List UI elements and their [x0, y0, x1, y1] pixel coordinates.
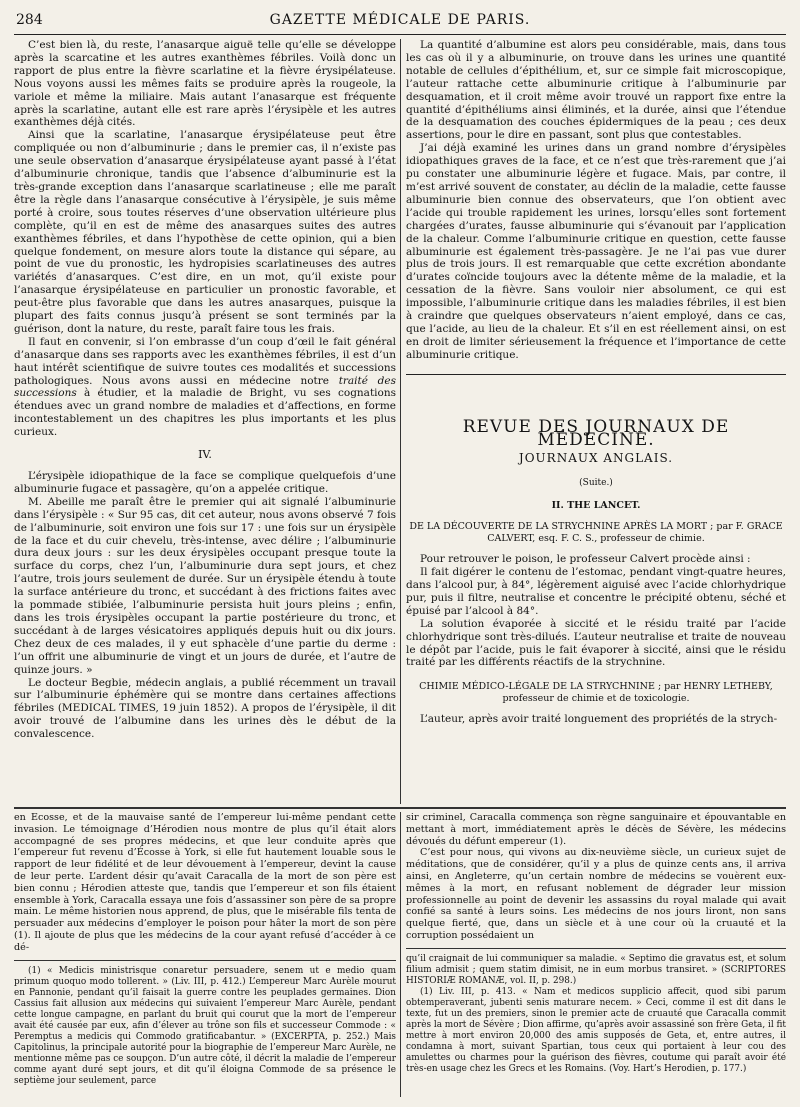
footnote-rule	[406, 948, 786, 949]
emphasized-text: traité des successions	[14, 374, 396, 400]
article-title: DE LA DÉCOUVERTE DE LA STRYCHNINE APRÈS LA MORT ; par F. GRACE CALVERT, esq. F. C. S., professeur de chimie.	[409, 521, 783, 545]
footnote-rule	[14, 960, 396, 961]
paragraph: Il fait digérer le contenu de l’estomac, pendant vingt-quatre heures, dans l’alcool pur, à 84°, légèrement aiguisé avec l’acide chlorhydrique pur, puis il filtre, neutralise et concentre le précipité obtenu, séché et épuisé par l’alcool à 84°.	[406, 566, 786, 617]
text-run: Il faut en convenir, si l’on embrasse d’un coup d’œil le fait général d’anasarque dans ses rapports avec les exanthèmes fébriles, il est d’un haut intérêt scientifique de suivre toutes ces modalités et successions pathologiques. Nous avons aussi en médecine notre	[14, 335, 396, 387]
paragraph: Pour retrouver le poison, le professeur Calvert procède ainsi :	[420, 553, 751, 566]
footnote-text: (1) Liv. III, p. 413. « Nam et medicos supplicio affecit, quod sibi parum obtemperaverant, jubenti senis maturare necem. » Ceci, comme il est dit dans le texte, fut un des premiers, sinon le premier acte de cruauté que Caracalla commit après la mort de Sévère ; Dion affirme, qu’après avoir assassiné son frère Geta, il fit mettre à mort environ 20,000 des amis supposés de Geta, et, entre autres, il condamna à mort, suivant Spartian, tous ceux qui portaient à leur cou des amulettes ou charmes pour la guérison des fièvres, coutume qui paraît avoir été très-en usage chez les Grecs et les Romains. (Voy. Hart’s Herodien, p. 177.)	[406, 986, 786, 1074]
review-section: II. THE LANCET.	[551, 500, 641, 512]
paragraph: Le docteur Begbie, médecin anglais, a publié récemment un travail sur l’albuminurie éphémère qui se montre dans certaines affections fébriles (MEDICAL TIMES, 19 juin 1852). A propos de l’érysipèle, il dit avoir trouvé de l’albumine dans les urines dès le début de la convalescence.	[14, 676, 396, 741]
paragraph: La solution évaporée à siccité et le résidu traité par l’acide chlorhydrique sont très-dilués. L’auteur neutralise et traite de nouveau le dépôt par l’acide, puis le fait évaporer à siccité, ainsi que le résidu traité par les différents réactifs de la strychnine.	[406, 617, 786, 669]
column-divider	[400, 39, 401, 804]
column-divider	[400, 812, 401, 1097]
page-number: 284	[16, 12, 43, 28]
section-divider	[406, 374, 786, 375]
paragraph: La quantité d’albumine est alors peu considérable, mais, dans tous les cas où il y a albuminurie, on trouve dans les urines une quantité notable de cellules d’épithélium, et, sur ce simple fait microscopique, l’auteur rattache cette albuminurie critique à l’albuminurie par desquamation, et il croit même avoir trouvé un rapport fixe entre la quantité d’épithéliums ainsi éliminés, et la durée, ainsi que l’étendue de la desquamation des couches épidermiques de la peau ; ces deux assertions, pour le dire en passant, sont plus que contestables.	[406, 39, 786, 142]
paragraph: L’auteur, après avoir traité longuement des propriétés de la strych-	[420, 713, 778, 726]
review-subtitle: JOURNAUX ANGLAIS.	[518, 451, 674, 466]
paragraph: C’est pour nous, qui vivons au dix-neuvième siècle, un curieux sujet de méditations, que de considérer, qu’il y a plus de quinze cents ans, il arriva ainsi, en Angleterre, qu’un certain nombre de médecins se vouèrent eux-mêmes à la mort, en refusant noblement de dégrader leur mission professionnelle au point de devenir les assassins du royal malade qui avait confié sa santé à leurs soins. Les médecins de nos jours liront, non sans quelque fierté, que, dans un siècle et à une cour où la cruauté et la corruption possédaient un	[406, 847, 786, 941]
paragraph: Ainsi que la scarlatine, l’anasarque érysipélateuse peut être compliquée ou non d’albuminurie ; dans le premier cas, il n’existe pas une seule observation d’anasarque érysipélateuse ayant passé à l’état d’albuminurie chronique, tandis que l’absence d’albuminurie est la très-grande exception dans l’anasarque scarlatineuse ; elle me paraît être la règle dans l’anasarque consécutive à l’érysipèle, je suis même porté à croire, sous toutes réserves d’une observation ultérieure plus complète, qu’il en est de même des anasarques suites des autres exanthèmes fébriles, et dans l’hypothèse de cette opinion, qui a bien quelque fondement, on mesure alors toute la distance qui sépare, au point de vue du pronostic, les hydropisies scarlatineuses des autres variétés d’anasarques. C’est dire, en un mot, qu’il existe pour l’anasarque érysipélateuse en particulier un pronostic favorable, et peut-être plus favorable que dans les autres anasarques, puisque la plupart des faits connus jusqu’à présent se sont terminés par la guérison, dont la nature, du reste, paraît faire tous les frais.	[14, 129, 396, 335]
bottom-left-column	[14, 812, 396, 1097]
text-run: à étudier, et la maladie de Bright, vu ses cognations étendues avec un grand nombre de maladies et d’affections, en forme incontestablement un des chapitres les plus importants et les plus curieux.	[14, 387, 396, 439]
review-suite: (Suite.)	[579, 478, 613, 489]
bottom-right-column	[406, 812, 786, 1097]
article-title: CHIMIE MÉDICO-LÉGALE DE LA STRYCHNINE ; par HENRY LETHEBY, professeur de chimie et de toxicologie.	[419, 681, 773, 705]
spacer	[406, 669, 786, 677]
footnote	[14, 966, 396, 1087]
paragraph: sir criminel, Caracalla commença son règne sanguinaire et épouvantable en mettant à mort, immédiatement après le décès de Sévère, les médecins dévoués du défunt empereur (1).	[406, 812, 786, 847]
page-header	[14, 12, 786, 35]
gazette-title: GAZETTE MÉDICALE DE PARIS.	[269, 12, 531, 28]
newspaper-page	[14, 12, 786, 1097]
review-title: REVUE DES JOURNAUX DE MÉDECINE.	[462, 416, 730, 450]
paragraph: en Ecosse, et de la mauvaise santé de l’empereur lui-même pendant cette invasion. Le témoignage d’Hérodien nous montre de plus qu’il était alors accompagné de ses propres médecins, et que leur conduite après que l’empereur fut revenu d’Écosse à York, si elle fut hautement louable sous le rapport de leur fidélité et de leur dévouement à l’empereur, devint la cause de leur perte. L’ardent désir qu’avait Caracalla de la mort de son père est bien connu ; Hérodien atteste que, tandis que l’empereur et son fils étaient ensemble à York, Caracalla essaya une fois d’assassiner son père de sa propre main. Le même historien nous apprend, de plus, que le misérable fils tenta de persuader aux médecins d’employer le poison pour hâter la mort de son père (1). Il ajoute de plus que les médecins de la cour ayant refusé d’accéder à ce dé-	[14, 812, 396, 953]
paragraph: M. Abeille me paraît être le premier qui ait signalé l’albuminurie dans l’érysipèle : « Sur 95 cas, dit cet auteur, nous avons observé 7 fois de l’albuminurie, soit environ une fois sur 17 : une fois sur un érysipèle de la face et du cuir chevelu, très-intense, avec délire ; l’albuminurie dura deux jours : sur les deux érysipèles occupant presque toute la surface du corps, chez l’un, l’albuminurie dura sept jours, et chez l’autre, trois jours seulement de durée. Sur un érysipèle étendu à toute la surface antérieure du tronc, et succédant à des frictions faites avec la pommade stibiée, l’albuminurie persista huit jours pleins ; enfin, dans les trois érysipèles occupant la partie postérieure du tronc, et succédant à de larges vésicatoires appliqués depuis huit ou dix jours. Chez deux de ces malades, il y eut sphacèle d’une partie du derme : l’un offrit une albuminurie de vingt et un jours de durée, et l’autre de quinze jours. »	[14, 495, 396, 676]
right-column	[406, 39, 786, 804]
paragraph: C’est bien là, du reste, l’anasarque aiguë telle qu’elle se développe après la scarcatine et les autres exanthèmes fébriles. Voilà donc un rapport de plus entre la fièvre scarlatine et la fièvre érysipélateuse. Nous voyons aussi les mêmes faits se produire après la rougeole, la variole et même la miliaire. Mais autant l’anasarque est fréquente après la scarlatine, autant elle est rare après l’érysipèle et les autres exanthèmes déjà cités.	[14, 39, 396, 129]
footnote-text: (1) « Medicis ministrisque conaretur persuadere, senem ut e medio quam primum quoquo modo tollerent. » (Liv. III, p. 412.) L’empereur Marc Aurèle mourut en Pannonie, pendant qu’il faisait la guerre contre les peuplades germaines. Dion Cassius fait allusion aux médecins qui suivaient l’empereur Marc Aurèle, pendant cette longue campagne, en parlant du bruit qui courut que la mort de l’empereur avait été causée par eux, afin d’élever au trône son fils et successeur Commode : « Peremptus a medicis qui Commodo gratificabantur. » (EXCERPTA, p. 252.) Mais Capitolinus, la principale autorité pour la biographie de l’empereur Marc Aurèle, ne mentionne même pas ce soupçon. D’un autre côté, il décrit la maladie de l’empereur comme ayant duré sept jours, et dit qu’il éloigna Commode de sa présence le septième jour seulement, parce	[14, 965, 396, 1086]
paragraph	[14, 336, 396, 439]
footnote-text: qu’il craignait de lui communiquer sa maladie. « Septimo die gravatus est, et solum filium admisit ; quem statim dimisit, ne in eum morbus transiret. » (SCRIPTORES HISTORIÆ ROMANÆ, vol. II, p. 298.)	[406, 953, 786, 986]
horizontal-divider	[14, 807, 786, 809]
left-column	[14, 39, 396, 804]
paragraph: L’érysipèle idiopathique de la face se complique quelquefois d’une albuminurie fugace et passagère, qu’on a appelée critique.	[14, 470, 396, 495]
section-heading: IV.	[198, 448, 212, 462]
paragraph: J’ai déjà examiné les urines dans un grand nombre d’érysipèles idiopathiques graves de la face, et ce n’est que très-rarement que j’ai pu constater une albuminurie légère et fugace. Mais, par contre, il m’est arrivé souvent de constater, au déclin de la maladie, cette fausse albuminurie bien connue des observateurs, que l’on obtient avec l’acide qui trouble rapidement les urines, lorsqu’elles sont fortement chargées d’urates, fausse albuminurie qui s’évanouit par l’application de la chaleur. Comme l’albuminurie critique en question, cette fausse albuminurie est également très-passagère. Je ne l’ai pas vue durer plus de trois jours. Il est remarquable que cette excrétion abondante d’urates coïncide toujours avec la détente même de la maladie, et la cessation de la fièvre. Sans vouloir nier absolument, ce qui est impossible, l’albuminurie critique dans les maladies fébriles, il est bien à craindre que quelques observateurs n’aient employé, dans ce cas, que l’acide, au lieu de la chaleur. Et s’il en est réellement ainsi, on est en droit de limiter sérieusement la fréquence et l’importance de cette albuminurie critique.	[406, 142, 786, 361]
footnote	[406, 954, 786, 1075]
